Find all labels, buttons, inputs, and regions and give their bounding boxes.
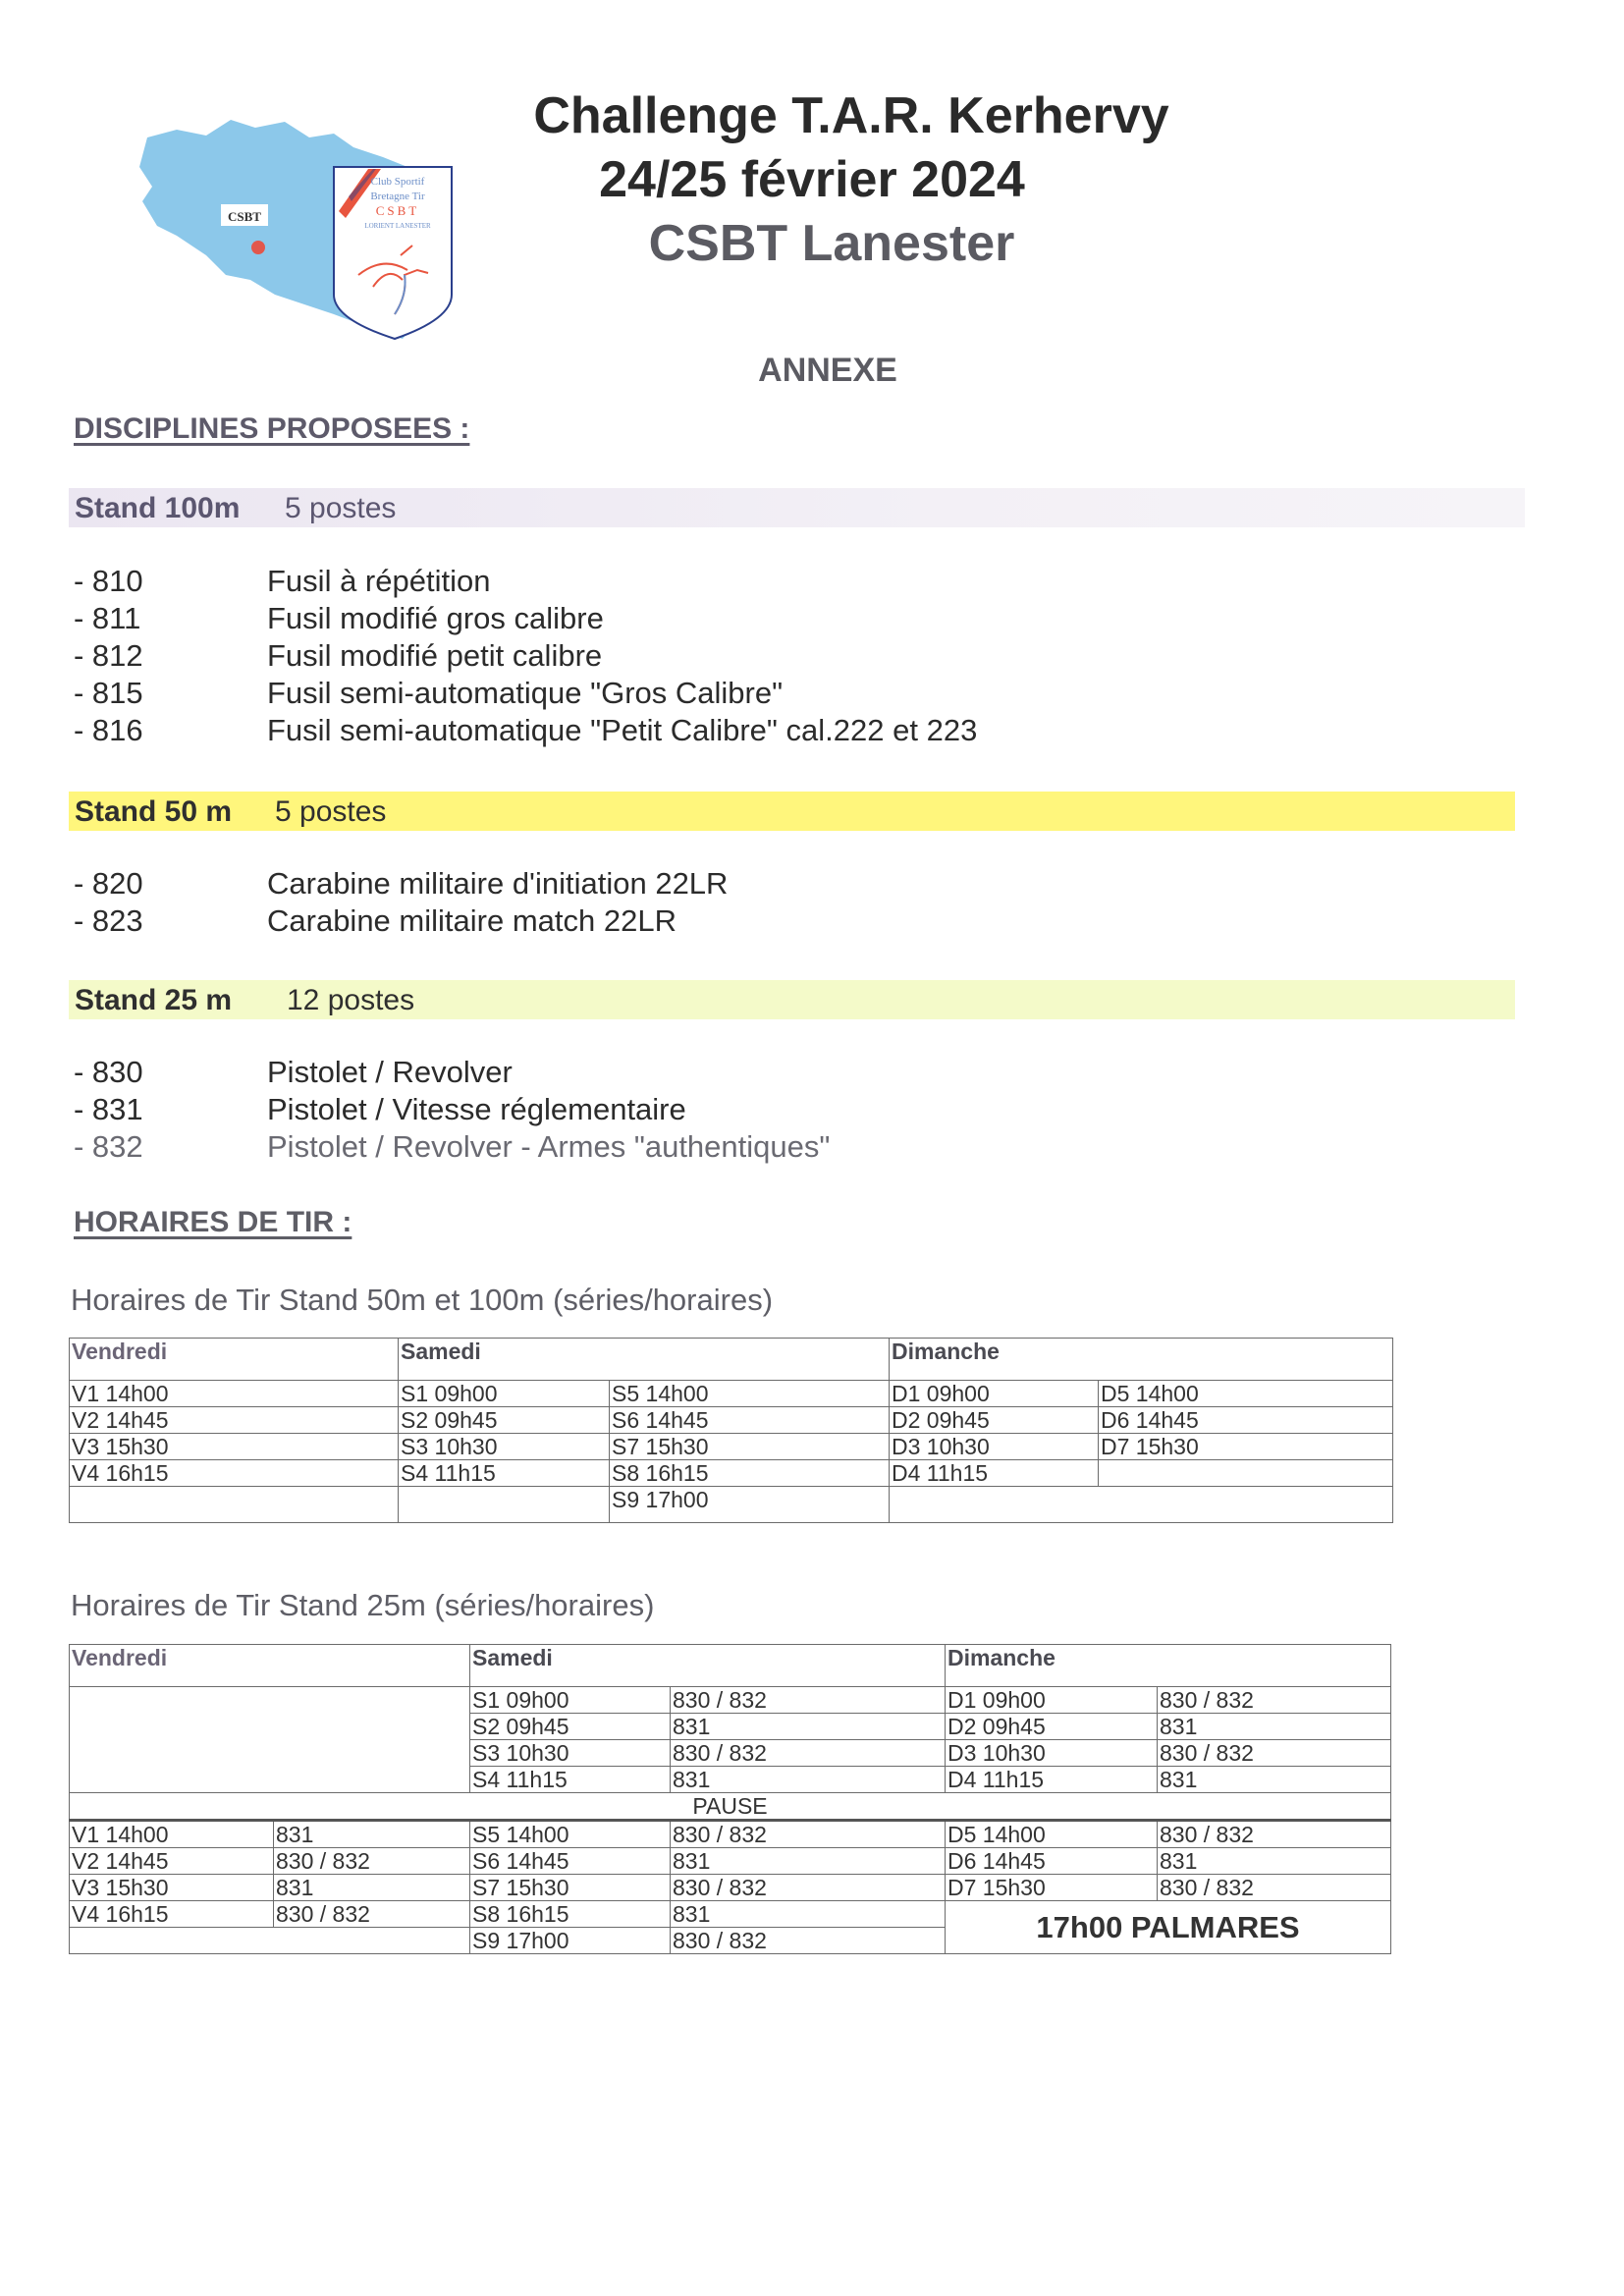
- table-cell: S5 14h00: [610, 1381, 890, 1407]
- stand-postes: 12 postes: [287, 984, 415, 1016]
- table-row: [70, 1687, 1391, 1714]
- annexe-label: ANNEXE: [758, 352, 897, 389]
- shield-text-4: LORIENT LANESTER: [364, 222, 431, 230]
- table-row: [70, 1875, 1391, 1901]
- discipline-code: - 830: [74, 1055, 143, 1089]
- discipline-code: - 815: [74, 676, 143, 710]
- discipline-code: - 811: [74, 601, 141, 635]
- header-samedi: Samedi: [470, 1645, 946, 1687]
- stand-name: Stand 50 m: [75, 795, 233, 828]
- table-row: [70, 1487, 1393, 1523]
- discipline-code: - 832: [74, 1129, 143, 1164]
- shield-text-1: Club Sportif: [370, 176, 425, 188]
- table-cell: D5 14h00: [946, 1821, 1158, 1848]
- discipline-code: - 823: [74, 903, 143, 938]
- discipline-desc: Pistolet / Vitesse réglementaire: [267, 1092, 686, 1126]
- table-cell: 830 / 832: [1158, 1687, 1391, 1714]
- discipline-desc: Carabine militaire match 22LR: [267, 903, 677, 938]
- table-cell: V3 15h30: [70, 1434, 399, 1460]
- club-name: CSBT Lanester: [648, 215, 1015, 272]
- table-cell: 831: [671, 1901, 946, 1928]
- discipline-code: - 810: [74, 564, 143, 598]
- table-cell: D1 09h00: [946, 1687, 1158, 1714]
- table-row: [70, 1381, 1393, 1407]
- header-dimanche: Dimanche: [890, 1339, 1393, 1381]
- table-cell: 830 / 832: [1158, 1821, 1391, 1848]
- table-cell: 830 / 832: [671, 1875, 946, 1901]
- table-row: [70, 1460, 1393, 1487]
- map-label: CSBT: [228, 209, 261, 224]
- table-cell: D2 09h45: [946, 1714, 1158, 1740]
- stand-name: Stand 100m: [75, 492, 241, 524]
- discipline-desc: Fusil semi-automatique "Petit Calibre" cal.222 et 223: [267, 713, 978, 747]
- table-cell: D7 15h30: [1099, 1434, 1393, 1460]
- table-cell: 830 / 832: [671, 1740, 946, 1767]
- table-cell: V1 14h00: [70, 1821, 274, 1848]
- table-row: [70, 1848, 1391, 1875]
- table-cell: 830 / 832: [274, 1901, 470, 1928]
- table-cell: 830 / 832: [274, 1848, 470, 1875]
- table-row: [70, 1434, 1393, 1460]
- palmares-label: 17h00 PALMARES: [946, 1901, 1391, 1954]
- horaires-heading: HORAIRES DE TIR :: [74, 1206, 352, 1238]
- table-cell: V2 14h45: [70, 1407, 399, 1434]
- discipline-code: - 831: [74, 1092, 143, 1126]
- pause-label: PAUSE: [70, 1793, 1391, 1821]
- table-cell: S4 11h15: [470, 1767, 671, 1793]
- discipline-code: - 812: [74, 638, 143, 673]
- table-cell: 830 / 832: [671, 1928, 946, 1954]
- discipline-desc: Fusil semi-automatique "Gros Calibre": [267, 676, 784, 710]
- table-cell: S1 09h00: [399, 1381, 610, 1407]
- header-vendredi: Vendredi: [70, 1339, 399, 1381]
- table-cell: 831: [274, 1821, 470, 1848]
- stand-100m-bar: [69, 488, 1525, 527]
- table-cell: S8 16h15: [610, 1460, 890, 1487]
- table-cell: 830 / 832: [671, 1821, 946, 1848]
- table-cell: [890, 1487, 1393, 1523]
- table-cell: 830 / 832: [1158, 1740, 1391, 1767]
- table-row: [70, 1407, 1393, 1434]
- table-cell: D1 09h00: [890, 1381, 1099, 1407]
- table-cell: V1 14h00: [70, 1381, 399, 1407]
- stand-postes: 5 postes: [275, 795, 387, 828]
- table-cell: 831: [671, 1767, 946, 1793]
- event-date: 24/25 février 2024: [599, 151, 1025, 208]
- table-cell: S1 09h00: [470, 1687, 671, 1714]
- table-cell: 831: [671, 1848, 946, 1875]
- table-cell: V4 16h15: [70, 1460, 399, 1487]
- table-cell: S2 09h45: [399, 1407, 610, 1434]
- empty-cell: [70, 1687, 470, 1793]
- table-cell: S9 17h00: [610, 1487, 890, 1523]
- table-cell: D7 15h30: [946, 1875, 1158, 1901]
- discipline-code: - 820: [74, 866, 143, 901]
- table-cell: D4 11h15: [946, 1767, 1158, 1793]
- stand-postes: 5 postes: [285, 492, 397, 524]
- schedule-table-50-100m: [69, 1338, 1393, 1523]
- discipline-desc: Fusil modifié petit calibre: [267, 638, 603, 673]
- shield-text-2: Bretagne Tir: [370, 191, 425, 202]
- discipline-desc: Fusil modifié gros calibre: [267, 601, 604, 635]
- table-cell: S5 14h00: [470, 1821, 671, 1848]
- table-cell: D3 10h30: [890, 1434, 1099, 1460]
- discipline-desc: Carabine militaire d'initiation 22LR: [267, 866, 729, 901]
- table-cell: [1099, 1460, 1393, 1487]
- table-cell: S4 11h15: [399, 1460, 610, 1487]
- table-cell: V3 15h30: [70, 1875, 274, 1901]
- table-cell: V4 16h15: [70, 1901, 274, 1928]
- discipline-desc: Pistolet / Revolver - Armes "authentiques": [267, 1129, 831, 1164]
- table2-title: Horaires de Tir Stand 25m (séries/horaires): [71, 1588, 655, 1622]
- table-cell: S6 14h45: [470, 1848, 671, 1875]
- discipline-desc: Fusil à répétition: [267, 564, 491, 598]
- stand-50m-bar: [69, 792, 1515, 831]
- table-cell: S3 10h30: [399, 1434, 610, 1460]
- table-cell: D6 14h45: [946, 1848, 1158, 1875]
- schedule-table-25m: [69, 1644, 1391, 1954]
- table-cell: 830 / 832: [1158, 1875, 1391, 1901]
- table-cell: 831: [671, 1714, 946, 1740]
- stand-name: Stand 25 m: [75, 984, 233, 1016]
- table-cell: S7 15h30: [470, 1875, 671, 1901]
- table-cell: D6 14h45: [1099, 1407, 1393, 1434]
- stand-25m-bar: [69, 980, 1515, 1019]
- table-cell: S8 16h15: [470, 1901, 671, 1928]
- table-row: [70, 1901, 1391, 1928]
- table-cell: S9 17h00: [470, 1928, 671, 1954]
- table-cell: 830 / 832: [671, 1687, 946, 1714]
- table-cell: [399, 1487, 610, 1523]
- disciplines-heading: DISCIPLINES PROPOSEES :: [74, 412, 470, 445]
- table-cell: S3 10h30: [470, 1740, 671, 1767]
- discipline-code: - 816: [74, 713, 143, 747]
- header-samedi: Samedi: [399, 1339, 890, 1381]
- table1-title: Horaires de Tir Stand 50m et 100m (séries/horaires): [71, 1283, 774, 1317]
- header-dimanche: Dimanche: [946, 1645, 1391, 1687]
- discipline-desc: Pistolet / Revolver: [267, 1055, 513, 1089]
- table-cell: D5 14h00: [1099, 1381, 1393, 1407]
- table-cell: S2 09h45: [470, 1714, 671, 1740]
- table-cell: 831: [1158, 1848, 1391, 1875]
- table-cell: D2 09h45: [890, 1407, 1099, 1434]
- header-vendredi: Vendredi: [70, 1645, 470, 1687]
- table-cell: 831: [274, 1875, 470, 1901]
- table-cell: S6 14h45: [610, 1407, 890, 1434]
- table-cell: V2 14h45: [70, 1848, 274, 1875]
- table-cell: 831: [1158, 1714, 1391, 1740]
- table-cell: D4 11h15: [890, 1460, 1099, 1487]
- empty-cell: [70, 1928, 470, 1954]
- table-cell: S7 15h30: [610, 1434, 890, 1460]
- table-cell: [70, 1487, 399, 1523]
- shield-text-3: CSBT: [375, 203, 420, 218]
- pause-row: [70, 1793, 1391, 1821]
- table-row: [70, 1821, 1391, 1848]
- table-cell: 831: [1158, 1767, 1391, 1793]
- table-cell: D3 10h30: [946, 1740, 1158, 1767]
- document-title: Challenge T.A.R. Kerhervy: [533, 87, 1169, 144]
